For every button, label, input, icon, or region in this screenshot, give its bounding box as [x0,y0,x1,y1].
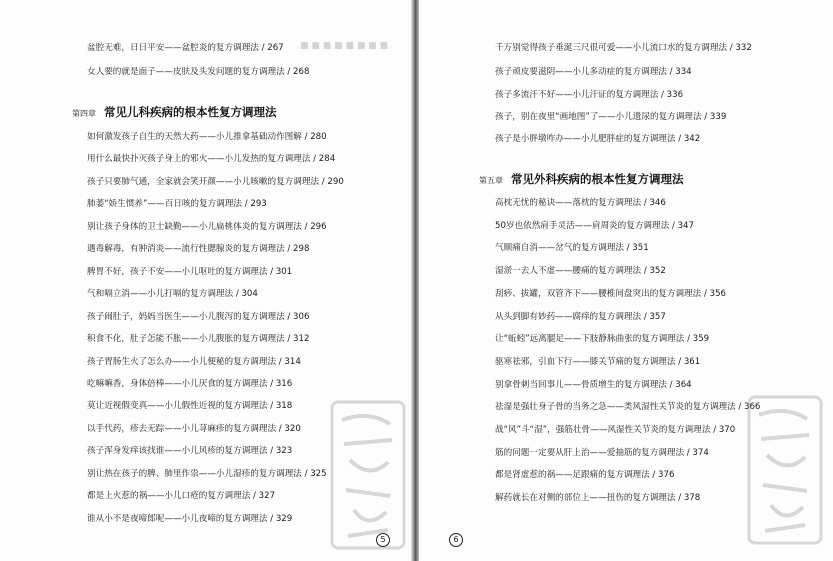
library-seal-watermark [747,395,823,545]
toc-entry[interactable]: 筋的问题一定要从肝上治——爱抽筋的复方调理法 / 374 [495,447,709,458]
toc-entry[interactable]: 积食不化，肚子怎能不胀——小儿腹胀的复方调理法 / 312 [87,334,310,345]
toc-entry[interactable]: 孩子只要肺气通，全家就会笑开颜——小儿咳嗽的复方调理法 / 290 [87,176,344,187]
book-gutter [411,0,419,561]
chapter-heading[interactable] [72,101,277,120]
toc-entry[interactable]: 气顺痛自消——岔气的复方调理法 / 351 [495,243,649,254]
toc-entry[interactable]: 莫让近视假变真——小儿假性近视的复方调理法 / 318 [87,401,293,412]
toc-entry[interactable]: 别让孩子身体的卫士缺勤——小儿扁桃体炎的复方调理法 / 296 [87,221,327,232]
chapter-number: 第四章 [72,109,96,118]
toc-entry[interactable]: 肺萎“娇生惯养”——百日咳的复方调理法 / 293 [87,199,267,210]
toc-entry[interactable]: 从头到脚有妙药——腐痒的复方调理法 / 357 [495,311,666,322]
toc-entry[interactable]: 以手代药，疹去无踪——小儿荨麻疹的复方调理法 / 320 [87,423,301,434]
toc-entry[interactable]: 让“蚯蚓”远离腿足——下肢静脉曲张的复方调理法 / 359 [495,334,710,345]
chapter-number: 第五章 [479,176,503,185]
chapter-heading[interactable] [479,168,684,187]
toc-entry[interactable]: 盆腔无难，日日平安——盆腔炎的复方调理法 / 267 [87,43,284,53]
page-number: 6 [449,533,463,547]
left-page [0,0,411,561]
toc-entry[interactable]: 如何激发孩子自生的天然大药——小儿推拿基础动作图解 / 280 [87,132,327,142]
toc-entry[interactable]: 孩子是小胖墩咋办——小儿肥胖症的复方调理法 / 342 [495,134,701,144]
toc-entry[interactable]: 都是肾虚惹的祸——足跟痛的复方调理法 / 376 [495,470,675,481]
toc-entry[interactable]: 别让热在孩子的脾、肺里作祟——小儿湿疹的复方调理法 / 325 [87,468,327,479]
toc-entry[interactable]: 孩子浑身发痒该找谁——小儿风疹的复方调理法 / 323 [87,446,293,457]
bleed-through-text: ■ ■ ■ ■ ■ ■ ■ ■ [300,41,389,51]
toc-entry[interactable]: 高枕无忧的秘诀——落枕的复方调理法 / 346 [495,198,666,208]
toc-entry[interactable]: 孩子多流汗不好——小儿汗证的复方调理法 / 336 [495,90,684,100]
toc-entry[interactable]: 别拿骨刺当回事儿——骨质增生的复方调理法 / 364 [495,379,692,390]
page-number: 5 [376,533,390,547]
toc-entry[interactable]: 气和嗝立消——小儿打嗝的复方调理法 / 304 [87,289,258,300]
chapter-title: 常见外科疾病的根本性复方调理法 [511,172,684,186]
toc-entry[interactable]: 孩子胃肠生火了怎么办——小儿便秘的复方调理法 / 314 [87,356,301,367]
toc-entry[interactable]: 用什么最快扑灭孩子身上的邪火——小儿发热的复方调理法 / 284 [87,154,336,165]
toc-entry[interactable]: 50岁也依然肩手灵活——肩周炎的复方调理法 / 347 [495,220,694,231]
toc-entry[interactable]: 祛湿是强壮身子骨的当务之急——类风湿性关节炎的复方调理法 / 366 [495,402,761,413]
toc-entry[interactable]: 湿淤一去人不虚——腰痛的复方调理法 / 352 [495,266,666,277]
toc-entry[interactable]: 孩子闹肚子，妈妈当医生——小儿腹泻的复方调理法 / 306 [87,311,310,322]
toc-entry[interactable]: 孩子，别在夜里“画地图”了——小儿遗尿的复方调理法 / 339 [495,112,727,122]
toc-entry[interactable]: 脾胃不好，孩子不安——小儿呕吐的复方调理法 / 301 [87,266,293,277]
toc-entry[interactable]: 解药就长在对侧的部位上——扭伤的复方调理法 / 378 [495,493,701,504]
toc-entry[interactable]: 吃嘛嘛香，身体倍棒——小儿厌食的复方调理法 / 316 [87,378,293,389]
toc-entry[interactable]: 女人要的就是面子——皮肤及头发问题的复方调理法 / 268 [87,67,310,77]
right-page [419,0,833,561]
toc-entry[interactable]: 战“风”斗“湿”，强筋壮骨——风湿性关节炎的复方调理法 / 370 [495,425,736,435]
toc-entry[interactable]: 都是上火惹的祸——小儿口疮的复方调理法 / 327 [87,491,276,502]
toc-entry[interactable]: 刮痧、拔罐，双管齐下——腰椎间盘突出的复方调理法 / 356 [495,288,727,299]
toc-entry[interactable]: 遇毒解毒，有肿消炎——流行性腮腺炎的复方调理法 / 298 [87,244,310,255]
toc-entry[interactable]: 谁从小不是夜啼郎呢——小儿夜啼的复方调理法 / 329 [87,513,293,524]
library-seal-watermark [330,400,406,550]
toc-entry[interactable]: 千万别觉得孩子垂涎三尺很可爱——小儿流口水的复方调理法 / 332 [495,43,752,53]
toc-entry[interactable]: 孩子顽皮要滋阴——小儿多动症的复方调理法 / 334 [495,67,692,77]
toc-entry[interactable]: 驱寒祛邪，引血下行——膝关节痛的复方调理法 / 361 [495,356,701,367]
chapter-title: 常见儿科疾病的根本性复方调理法 [104,105,277,119]
